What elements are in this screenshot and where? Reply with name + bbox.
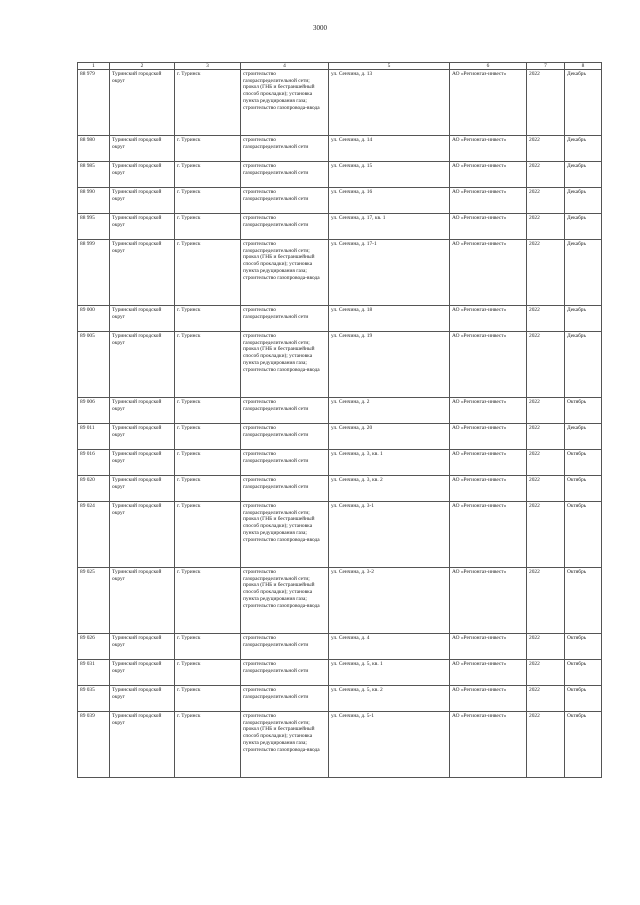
month-value: Декабрь: [565, 332, 602, 398]
contractor-name: АО «Регионгаз-инвест»: [450, 240, 527, 306]
object-number: 89 016: [78, 450, 110, 476]
work-description: строительство газораспределительной сети: [241, 686, 329, 712]
district-name: Туринский городской округ: [110, 332, 175, 398]
object-number: 89 026: [78, 634, 110, 660]
locality-name: г. Туринск: [175, 568, 241, 634]
object-address: ул. Сенчина, д. 3, кв. 2: [329, 476, 450, 502]
object-address: ул. Сенчина, д. 14: [329, 136, 450, 162]
work-description: строительство газораспределительной сети: [241, 634, 329, 660]
column-number: 4: [241, 63, 329, 70]
year-value: 2022: [527, 188, 565, 214]
locality-name: г. Туринск: [175, 188, 241, 214]
work-description: строительство газораспределительной сети; прокол (ГНБ и бестраншейный способ прокладки); установка пункта редуцирования газа; строительство газопровода-ввода: [241, 568, 329, 634]
month-value: Октябрь: [565, 712, 602, 778]
month-value: Декабрь: [565, 162, 602, 188]
column-number-row: [78, 63, 602, 70]
district-name: Туринский городской округ: [110, 136, 175, 162]
locality-name: г. Туринск: [175, 214, 241, 240]
table-row: [78, 136, 602, 162]
locality-name: г. Туринск: [175, 450, 241, 476]
object-address: ул. Сенчина, д. 15: [329, 162, 450, 188]
locality-name: г. Туринск: [175, 634, 241, 660]
contractor-name: АО «Регионгаз-инвест»: [450, 424, 527, 450]
month-value: Декабрь: [565, 240, 602, 306]
contractor-name: АО «Регионгаз-инвест»: [450, 398, 527, 424]
contractor-name: АО «Регионгаз-инвест»: [450, 332, 527, 398]
locality-name: г. Туринск: [175, 398, 241, 424]
year-value: 2022: [527, 568, 565, 634]
month-value: Октябрь: [565, 686, 602, 712]
work-description: строительство газораспределительной сети; прокол (ГНБ и бестраншейный способ прокладки); установка пункта редуцирования газа; строительство газопровода-ввода: [241, 502, 329, 568]
page-number: 3000: [313, 24, 327, 32]
year-value: 2022: [527, 660, 565, 686]
locality-name: г. Туринск: [175, 306, 241, 332]
object-address: ул. Сенчина, д. 16: [329, 188, 450, 214]
table-row: [78, 188, 602, 214]
object-number: 89 024: [78, 502, 110, 568]
district-name: Туринский городской округ: [110, 162, 175, 188]
contractor-name: АО «Регионгаз-инвест»: [450, 686, 527, 712]
work-description: строительство газораспределительной сети: [241, 660, 329, 686]
locality-name: г. Туринск: [175, 424, 241, 450]
month-value: Октябрь: [565, 476, 602, 502]
district-name: Туринский городской округ: [110, 398, 175, 424]
column-number: 2: [110, 63, 175, 70]
locality-name: г. Туринск: [175, 712, 241, 778]
year-value: 2022: [527, 450, 565, 476]
table-row: [78, 240, 602, 306]
table-row: [78, 162, 602, 188]
column-number: 6: [450, 63, 527, 70]
work-description: строительство газораспределительной сети; прокол (ГНБ и бестраншейный способ прокладки); установка пункта редуцирования газа; строительство газопровода-ввода: [241, 240, 329, 306]
contractor-name: АО «Регионгаз-инвест»: [450, 634, 527, 660]
district-name: Туринский городской округ: [110, 188, 175, 214]
locality-name: г. Туринск: [175, 162, 241, 188]
object-address: ул. Сенчина, д. 5-1: [329, 712, 450, 778]
object-number: 89 005: [78, 332, 110, 398]
year-value: 2022: [527, 306, 565, 332]
year-value: 2022: [527, 502, 565, 568]
object-address: ул. Сенчина, д. 13: [329, 70, 450, 136]
table-body: [78, 70, 602, 778]
locality-name: г. Туринск: [175, 502, 241, 568]
object-address: ул. Сенчина, д. 5, кв. 2: [329, 686, 450, 712]
work-description: строительство газораспределительной сети; прокол (ГНБ и бестраншейный способ прокладки); установка пункта редуцирования газа; строительство газопровода-ввода: [241, 332, 329, 398]
object-number: 88 979: [78, 70, 110, 136]
column-number: 1: [78, 63, 110, 70]
district-name: Туринский городской округ: [110, 240, 175, 306]
object-number: 89 031: [78, 660, 110, 686]
table-row: [78, 70, 602, 136]
year-value: 2022: [527, 240, 565, 306]
object-address: ул. Сенчина, д. 3-2: [329, 568, 450, 634]
object-address: ул. Сенчина, д. 17, кв. 1: [329, 214, 450, 240]
locality-name: г. Туринск: [175, 476, 241, 502]
table-row: [78, 476, 602, 502]
district-name: Туринский городской округ: [110, 686, 175, 712]
month-value: Декабрь: [565, 424, 602, 450]
work-description: строительство газораспределительной сети: [241, 398, 329, 424]
contractor-name: АО «Регионгаз-инвест»: [450, 70, 527, 136]
year-value: 2022: [527, 70, 565, 136]
object-number: 89 011: [78, 424, 110, 450]
object-number: 89 000: [78, 306, 110, 332]
object-number: 89 020: [78, 476, 110, 502]
locality-name: г. Туринск: [175, 332, 241, 398]
work-description: строительство газораспределительной сети: [241, 306, 329, 332]
contractor-name: АО «Регионгаз-инвест»: [450, 214, 527, 240]
contractor-name: АО «Регионгаз-инвест»: [450, 568, 527, 634]
table-row: [78, 712, 602, 778]
table-row: [78, 306, 602, 332]
year-value: 2022: [527, 686, 565, 712]
year-value: 2022: [527, 424, 565, 450]
work-description: строительство газораспределительной сети; прокол (ГНБ и бестраншейный способ прокладки); установка пункта редуцирования газа; строительство газопровода-ввода: [241, 712, 329, 778]
district-name: Туринский городской округ: [110, 424, 175, 450]
contractor-name: АО «Регионгаз-инвест»: [450, 136, 527, 162]
object-number: 89 006: [78, 398, 110, 424]
locality-name: г. Туринск: [175, 70, 241, 136]
year-value: 2022: [527, 162, 565, 188]
month-value: Октябрь: [565, 634, 602, 660]
column-number: 3: [175, 63, 241, 70]
district-name: Туринский городской округ: [110, 634, 175, 660]
object-number: 88 990: [78, 188, 110, 214]
object-number: 88 985: [78, 162, 110, 188]
month-value: Декабрь: [565, 70, 602, 136]
object-address: ул. Сенчина, д. 3, кв. 1: [329, 450, 450, 476]
work-description: строительство газораспределительной сети: [241, 188, 329, 214]
year-value: 2022: [527, 398, 565, 424]
year-value: 2022: [527, 476, 565, 502]
table-row: [78, 450, 602, 476]
column-number: 5: [329, 63, 450, 70]
object-address: ул. Сенчина, д. 3-1: [329, 502, 450, 568]
work-description: строительство газораспределительной сети: [241, 450, 329, 476]
month-value: Октябрь: [565, 450, 602, 476]
object-number: 89 035: [78, 686, 110, 712]
column-number: 7: [527, 63, 565, 70]
contractor-name: АО «Регионгаз-инвест»: [450, 660, 527, 686]
contractor-name: АО «Регионгаз-инвест»: [450, 188, 527, 214]
year-value: 2022: [527, 214, 565, 240]
month-value: Декабрь: [565, 136, 602, 162]
table-row: [78, 686, 602, 712]
work-description: строительство газораспределительной сети: [241, 424, 329, 450]
object-number: 89 039: [78, 712, 110, 778]
contractor-name: АО «Регионгаз-инвест»: [450, 306, 527, 332]
object-address: ул. Сенчина, д. 20: [329, 424, 450, 450]
work-description: строительство газораспределительной сети: [241, 476, 329, 502]
contractor-name: АО «Регионгаз-инвест»: [450, 450, 527, 476]
table-row: [78, 424, 602, 450]
object-address: ул. Сенчина, д. 17-1: [329, 240, 450, 306]
district-name: Туринский городской округ: [110, 712, 175, 778]
object-number: 88 995: [78, 214, 110, 240]
district-name: Туринский городской округ: [110, 306, 175, 332]
month-value: Декабрь: [565, 214, 602, 240]
district-name: Туринский городской округ: [110, 476, 175, 502]
district-name: Туринский городской округ: [110, 502, 175, 568]
month-value: Октябрь: [565, 568, 602, 634]
year-value: 2022: [527, 634, 565, 660]
district-name: Туринский городской округ: [110, 660, 175, 686]
month-value: Декабрь: [565, 188, 602, 214]
year-value: 2022: [527, 712, 565, 778]
locality-name: г. Туринск: [175, 136, 241, 162]
object-number: 89 025: [78, 568, 110, 634]
contractor-name: АО «Регионгаз-инвест»: [450, 476, 527, 502]
table-row: [78, 568, 602, 634]
work-description: строительство газораспределительной сети: [241, 136, 329, 162]
month-value: Октябрь: [565, 398, 602, 424]
district-name: Туринский городской округ: [110, 214, 175, 240]
month-value: Октябрь: [565, 660, 602, 686]
district-name: Туринский городской округ: [110, 70, 175, 136]
object-address: ул. Сенчина, д. 2: [329, 398, 450, 424]
table-row: [78, 660, 602, 686]
year-value: 2022: [527, 332, 565, 398]
table-row: [78, 502, 602, 568]
locality-name: г. Туринск: [175, 240, 241, 306]
month-value: Октябрь: [565, 502, 602, 568]
district-name: Туринский городской округ: [110, 450, 175, 476]
work-description: строительство газораспределительной сети: [241, 162, 329, 188]
object-number: 88 999: [78, 240, 110, 306]
object-number: 88 980: [78, 136, 110, 162]
object-address: ул. Сенчина, д. 19: [329, 332, 450, 398]
table-row: [78, 634, 602, 660]
contractor-name: АО «Регионгаз-инвест»: [450, 162, 527, 188]
year-value: 2022: [527, 136, 565, 162]
table-row: [78, 398, 602, 424]
object-address: ул. Сенчина, д. 5, кв. 1: [329, 660, 450, 686]
locality-name: г. Туринск: [175, 660, 241, 686]
table-row: [78, 214, 602, 240]
object-address: ул. Сенчина, д. 4: [329, 634, 450, 660]
gas-program-table: [77, 62, 602, 778]
table-row: [78, 332, 602, 398]
district-name: Туринский городской округ: [110, 568, 175, 634]
work-description: строительство газораспределительной сети: [241, 214, 329, 240]
object-address: ул. Сенчина, д. 18: [329, 306, 450, 332]
work-description: строительство газораспределительной сети; прокол (ГНБ и бестраншейный способ прокладки); установка пункта редуцирования газа; строительство газопровода-ввода: [241, 70, 329, 136]
month-value: Декабрь: [565, 306, 602, 332]
contractor-name: АО «Регионгаз-инвест»: [450, 502, 527, 568]
locality-name: г. Туринск: [175, 686, 241, 712]
column-number: 8: [565, 63, 602, 70]
contractor-name: АО «Регионгаз-инвест»: [450, 712, 527, 778]
